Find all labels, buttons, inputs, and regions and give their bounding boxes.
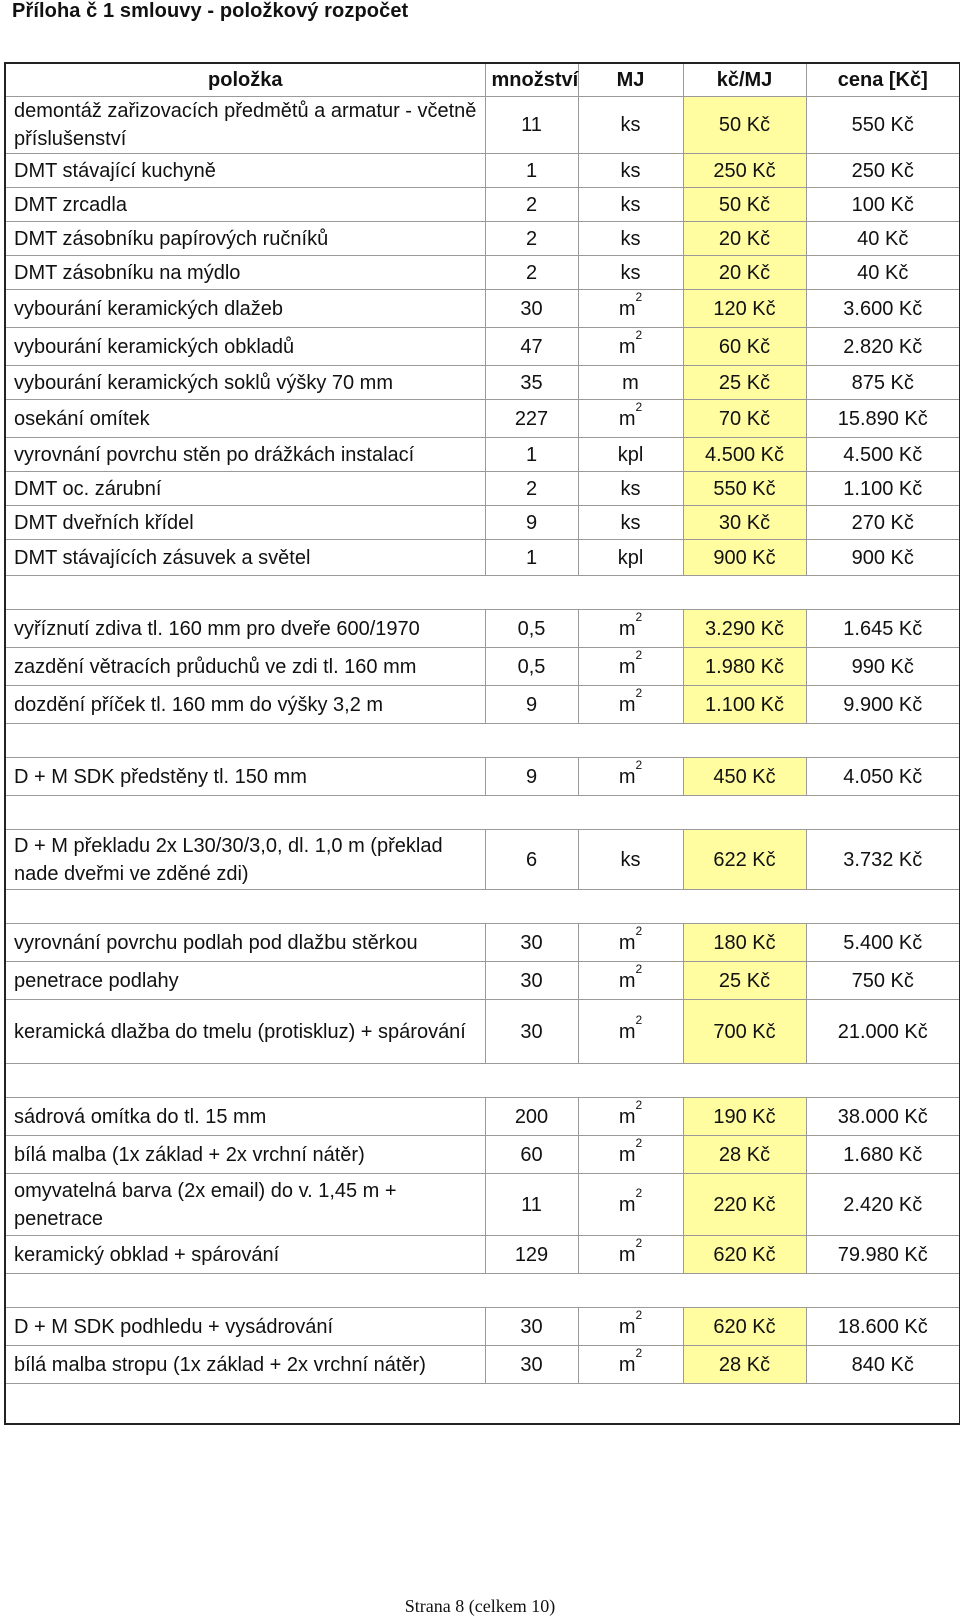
total-price-cell: 875 Kč xyxy=(806,366,960,400)
table-row xyxy=(5,924,960,962)
unit-text: ks xyxy=(620,848,641,871)
spacer-cell xyxy=(806,1274,960,1308)
quantity-cell: 1 xyxy=(485,540,578,576)
total-price-cell: 4.050 Kč xyxy=(806,758,960,796)
spacer-row xyxy=(5,1064,960,1098)
item-name-cell: keramická dlažba do tmelu (protiskluz) + spárování xyxy=(5,1000,485,1064)
item-name-cell: keramický obklad + spárování xyxy=(5,1236,485,1274)
item-name-cell: omyvatelná barva (2x email) do v. 1,45 m + penetrace xyxy=(5,1174,485,1236)
unit-text: m xyxy=(618,765,636,788)
total-price-cell: 9.900 Kč xyxy=(806,686,960,724)
unit-cell xyxy=(578,290,683,328)
unit-cell xyxy=(578,1136,683,1174)
spacer-cell xyxy=(806,1064,960,1098)
table-row xyxy=(5,540,960,576)
item-name-cell: DMT stávajících zásuvek a světel xyxy=(5,540,485,576)
unit-text: m xyxy=(618,1193,636,1216)
item-name-cell: vyříznutí zdiva tl. 160 mm pro dveře 600/1970 xyxy=(5,610,485,648)
spacer-cell xyxy=(578,796,683,830)
table-row xyxy=(5,188,960,222)
unit-cell xyxy=(578,758,683,796)
item-name-cell: DMT zrcadla xyxy=(5,188,485,222)
table-row xyxy=(5,222,960,256)
table-row xyxy=(5,686,960,724)
table-row xyxy=(5,290,960,328)
unit-cell xyxy=(578,154,683,188)
item-name-cell: osekání omítek xyxy=(5,400,485,438)
quantity-cell: 30 xyxy=(485,962,578,1000)
unit-text: m xyxy=(618,1315,636,1338)
unit-text: m xyxy=(618,1353,636,1376)
item-name-cell: sádrová omítka do tl. 15 mm xyxy=(5,1098,485,1136)
item-name-cell: vybourání keramických soklů výšky 70 mm xyxy=(5,366,485,400)
table-row xyxy=(5,1098,960,1136)
unit-cell xyxy=(578,1308,683,1346)
unit-text: m xyxy=(618,969,636,992)
unit-price-cell: 25 Kč xyxy=(683,962,806,1000)
item-name-cell: vybourání keramických dlažeb xyxy=(5,290,485,328)
unit-cell xyxy=(578,1236,683,1274)
budget-table xyxy=(4,62,960,1425)
unit-cell xyxy=(578,328,683,366)
table-header-row xyxy=(5,63,960,97)
total-price-cell: 40 Kč xyxy=(806,222,960,256)
quantity-cell: 11 xyxy=(485,97,578,154)
unit-cell xyxy=(578,610,683,648)
unit-cell xyxy=(578,830,683,890)
unit-text: ks xyxy=(620,159,641,182)
unit-price-cell: 550 Kč xyxy=(683,472,806,506)
spacer-cell xyxy=(683,576,806,610)
total-price-cell: 2.820 Kč xyxy=(806,328,960,366)
unit-price-cell: 25 Kč xyxy=(683,366,806,400)
spacer-cell xyxy=(5,576,485,610)
unit-text: m xyxy=(618,1243,636,1266)
quantity-cell: 35 xyxy=(485,366,578,400)
spacer-cell xyxy=(683,1064,806,1098)
unit-price-cell: 70 Kč xyxy=(683,400,806,438)
item-name-cell: demontáž zařizovacích předmětů a armatur - včetně příslušenství xyxy=(5,97,485,154)
unit-text: kpl xyxy=(617,546,644,569)
total-price-cell: 2.420 Kč xyxy=(806,1174,960,1236)
unit-price-cell: 620 Kč xyxy=(683,1308,806,1346)
item-name-cell: D + M SDK předstěny tl. 150 mm xyxy=(5,758,485,796)
unit-cell xyxy=(578,256,683,290)
total-price-cell: 100 Kč xyxy=(806,188,960,222)
spacer-cell xyxy=(485,576,578,610)
spacer-row xyxy=(5,1274,960,1308)
quantity-cell: 200 xyxy=(485,1098,578,1136)
unit-exponent: 2 xyxy=(635,757,643,772)
spacer-cell xyxy=(683,1384,806,1424)
total-price-cell: 5.400 Kč xyxy=(806,924,960,962)
table-row xyxy=(5,1136,960,1174)
total-price-cell: 3.600 Kč xyxy=(806,290,960,328)
unit-cell xyxy=(578,506,683,540)
unit-exponent: 2 xyxy=(635,923,643,938)
spacer-cell xyxy=(806,890,960,924)
unit-text: m xyxy=(618,1105,636,1128)
spacer-cell xyxy=(485,1064,578,1098)
header-unit-price: kč/MJ xyxy=(683,63,806,97)
unit-text: m xyxy=(618,617,636,640)
table-row xyxy=(5,1308,960,1346)
spacer-row xyxy=(5,1384,960,1424)
unit-exponent: 2 xyxy=(635,1235,643,1250)
quantity-cell: 0,5 xyxy=(485,610,578,648)
total-price-cell: 900 Kč xyxy=(806,540,960,576)
unit-exponent: 2 xyxy=(635,1345,643,1360)
spacer-cell xyxy=(485,796,578,830)
unit-price-cell: 1.100 Kč xyxy=(683,686,806,724)
unit-exponent: 2 xyxy=(635,609,643,624)
unit-price-cell: 620 Kč xyxy=(683,1236,806,1274)
table-row xyxy=(5,506,960,540)
unit-exponent: 2 xyxy=(635,1097,643,1112)
table-row xyxy=(5,256,960,290)
item-name-cell: DMT dveřních křídel xyxy=(5,506,485,540)
quantity-cell: 30 xyxy=(485,1346,578,1384)
unit-text: m xyxy=(618,931,636,954)
quantity-cell: 11 xyxy=(485,1174,578,1236)
unit-price-cell: 50 Kč xyxy=(683,97,806,154)
table-row xyxy=(5,610,960,648)
item-name-cell: vyrovnání povrchu podlah pod dlažbu stěrkou xyxy=(5,924,485,962)
quantity-cell: 30 xyxy=(485,924,578,962)
unit-text: m xyxy=(618,655,636,678)
unit-text: m xyxy=(618,1143,636,1166)
table-row xyxy=(5,758,960,796)
unit-price-cell: 450 Kč xyxy=(683,758,806,796)
spacer-cell xyxy=(806,724,960,758)
unit-text: m xyxy=(618,1020,636,1043)
unit-price-cell: 190 Kč xyxy=(683,1098,806,1136)
table-row xyxy=(5,1346,960,1384)
spacer-row xyxy=(5,890,960,924)
quantity-cell: 9 xyxy=(485,506,578,540)
unit-text: ks xyxy=(620,193,641,216)
unit-exponent: 2 xyxy=(635,1185,643,1200)
unit-price-cell: 20 Kč xyxy=(683,256,806,290)
unit-price-cell: 1.980 Kč xyxy=(683,648,806,686)
unit-cell xyxy=(578,686,683,724)
table-row xyxy=(5,366,960,400)
quantity-cell: 6 xyxy=(485,830,578,890)
unit-exponent: 2 xyxy=(635,399,643,414)
total-price-cell: 18.600 Kč xyxy=(806,1308,960,1346)
quantity-cell: 129 xyxy=(485,1236,578,1274)
page-footer: Strana 8 (celkem 10) xyxy=(404,1596,556,1616)
unit-price-cell: 4.500 Kč xyxy=(683,438,806,472)
total-price-cell: 270 Kč xyxy=(806,506,960,540)
total-price-cell: 1.680 Kč xyxy=(806,1136,960,1174)
unit-cell xyxy=(578,400,683,438)
unit-text: ks xyxy=(620,227,641,250)
table-row xyxy=(5,472,960,506)
total-price-cell: 550 Kč xyxy=(806,97,960,154)
unit-cell xyxy=(578,438,683,472)
unit-price-cell: 900 Kč xyxy=(683,540,806,576)
unit-price-cell: 120 Kč xyxy=(683,290,806,328)
total-price-cell: 79.980 Kč xyxy=(806,1236,960,1274)
unit-cell xyxy=(578,540,683,576)
unit-price-cell: 50 Kč xyxy=(683,188,806,222)
unit-exponent: 2 xyxy=(635,647,643,662)
page-title: Příloha č 1 smlouvy - položkový rozpočet xyxy=(12,0,409,22)
unit-price-cell: 28 Kč xyxy=(683,1136,806,1174)
unit-cell xyxy=(578,222,683,256)
unit-price-cell: 20 Kč xyxy=(683,222,806,256)
item-name-cell: bílá malba (1x základ + 2x vrchní nátěr) xyxy=(5,1136,485,1174)
unit-exponent: 2 xyxy=(635,327,643,342)
total-price-cell: 38.000 Kč xyxy=(806,1098,960,1136)
quantity-cell: 30 xyxy=(485,1308,578,1346)
header-total: cena [Kč] xyxy=(806,63,960,97)
unit-cell xyxy=(578,1098,683,1136)
quantity-cell: 30 xyxy=(485,1000,578,1064)
spacer-cell xyxy=(485,1384,578,1424)
unit-price-cell: 700 Kč xyxy=(683,1000,806,1064)
item-name-cell: zazdění větracích průduchů ve zdi tl. 160 mm xyxy=(5,648,485,686)
quantity-cell: 0,5 xyxy=(485,648,578,686)
unit-text: m xyxy=(622,371,639,394)
table-row xyxy=(5,438,960,472)
item-name-cell: vybourání keramických obkladů xyxy=(5,328,485,366)
total-price-cell: 750 Kč xyxy=(806,962,960,1000)
spacer-cell xyxy=(806,796,960,830)
item-name-cell: vyrovnání povrchu stěn po drážkách instalací xyxy=(5,438,485,472)
spacer-cell xyxy=(485,1274,578,1308)
unit-exponent: 2 xyxy=(635,961,643,976)
table-row xyxy=(5,400,960,438)
spacer-cell xyxy=(578,724,683,758)
table-row xyxy=(5,962,960,1000)
unit-cell xyxy=(578,648,683,686)
table-row xyxy=(5,1000,960,1064)
total-price-cell: 990 Kč xyxy=(806,648,960,686)
total-price-cell: 40 Kč xyxy=(806,256,960,290)
unit-text: m xyxy=(618,335,636,358)
total-price-cell: 4.500 Kč xyxy=(806,438,960,472)
quantity-cell: 2 xyxy=(485,472,578,506)
table-row xyxy=(5,830,960,890)
header-quantity: množství xyxy=(485,63,578,97)
unit-cell xyxy=(578,1000,683,1064)
table-row xyxy=(5,328,960,366)
unit-cell xyxy=(578,366,683,400)
spacer-cell xyxy=(683,890,806,924)
unit-price-cell: 3.290 Kč xyxy=(683,610,806,648)
total-price-cell: 15.890 Kč xyxy=(806,400,960,438)
spacer-cell xyxy=(578,1064,683,1098)
unit-price-cell: 180 Kč xyxy=(683,924,806,962)
quantity-cell: 9 xyxy=(485,758,578,796)
unit-cell xyxy=(578,962,683,1000)
total-price-cell: 21.000 Kč xyxy=(806,1000,960,1064)
table-row xyxy=(5,1174,960,1236)
item-name-cell: DMT oc. zárubní xyxy=(5,472,485,506)
spacer-cell xyxy=(5,796,485,830)
unit-cell xyxy=(578,97,683,154)
unit-text: kpl xyxy=(617,443,644,466)
unit-cell xyxy=(578,1346,683,1384)
table-row xyxy=(5,1236,960,1274)
item-name-cell: dozdění příček tl. 160 mm do výšky 3,2 m xyxy=(5,686,485,724)
unit-exponent: 2 xyxy=(635,289,643,304)
item-name-cell: DMT zásobníku na mýdlo xyxy=(5,256,485,290)
spacer-cell xyxy=(5,1384,485,1424)
quantity-cell: 1 xyxy=(485,438,578,472)
quantity-cell: 1 xyxy=(485,154,578,188)
item-name-cell: DMT zásobníku papírových ručníků xyxy=(5,222,485,256)
unit-price-cell: 220 Kč xyxy=(683,1174,806,1236)
unit-text: ks xyxy=(620,477,641,500)
spacer-cell xyxy=(683,724,806,758)
unit-exponent: 2 xyxy=(635,1307,643,1322)
unit-exponent: 2 xyxy=(635,685,643,700)
spacer-cell xyxy=(683,796,806,830)
unit-text: m xyxy=(618,407,636,430)
item-name-cell: DMT stávající kuchyně xyxy=(5,154,485,188)
unit-text: m xyxy=(618,297,636,320)
unit-text: ks xyxy=(620,114,641,136)
total-price-cell: 1.100 Kč xyxy=(806,472,960,506)
unit-cell xyxy=(578,188,683,222)
quantity-cell: 2 xyxy=(485,188,578,222)
quantity-cell: 2 xyxy=(485,256,578,290)
unit-price-cell: 622 Kč xyxy=(683,830,806,890)
spacer-cell xyxy=(5,1064,485,1098)
quantity-cell: 9 xyxy=(485,686,578,724)
quantity-cell: 47 xyxy=(485,328,578,366)
table-row xyxy=(5,154,960,188)
unit-cell xyxy=(578,472,683,506)
unit-cell xyxy=(578,924,683,962)
header-unit: MJ xyxy=(578,63,683,97)
spacer-cell xyxy=(578,890,683,924)
spacer-cell xyxy=(485,724,578,758)
unit-text: ks xyxy=(620,261,641,284)
total-price-cell: 3.732 Kč xyxy=(806,830,960,890)
quantity-cell: 2 xyxy=(485,222,578,256)
spacer-cell xyxy=(806,576,960,610)
spacer-cell xyxy=(683,1274,806,1308)
unit-price-cell: 250 Kč xyxy=(683,154,806,188)
quantity-cell: 227 xyxy=(485,400,578,438)
item-name-cell: D + M překladu 2x L30/30/3,0, dl. 1,0 m (překlad nade dveřmi ve zděné zdi) xyxy=(5,830,485,890)
table-row xyxy=(5,97,960,154)
quantity-cell: 30 xyxy=(485,290,578,328)
total-price-cell: 250 Kč xyxy=(806,154,960,188)
table-body xyxy=(5,97,960,1424)
spacer-row xyxy=(5,796,960,830)
spacer-cell xyxy=(5,724,485,758)
spacer-cell xyxy=(5,1274,485,1308)
item-name-cell: bílá malba stropu (1x základ + 2x vrchní nátěr) xyxy=(5,1346,485,1384)
total-price-cell: 840 Kč xyxy=(806,1346,960,1384)
spacer-cell xyxy=(806,1384,960,1424)
unit-price-cell: 60 Kč xyxy=(683,328,806,366)
unit-text: ks xyxy=(620,511,641,534)
unit-exponent: 2 xyxy=(635,1012,643,1027)
spacer-cell xyxy=(578,1274,683,1308)
unit-price-cell: 30 Kč xyxy=(683,506,806,540)
unit-cell xyxy=(578,1174,683,1236)
item-name-cell: penetrace podlahy xyxy=(5,962,485,1000)
total-price-cell: 1.645 Kč xyxy=(806,610,960,648)
spacer-cell xyxy=(5,890,485,924)
spacer-row xyxy=(5,724,960,758)
spacer-row xyxy=(5,576,960,610)
item-name-cell: D + M SDK podhledu + vysádrování xyxy=(5,1308,485,1346)
table-row xyxy=(5,648,960,686)
spacer-cell xyxy=(578,1384,683,1424)
unit-exponent: 2 xyxy=(635,1135,643,1150)
spacer-cell xyxy=(485,890,578,924)
spacer-cell xyxy=(578,576,683,610)
unit-text: m xyxy=(618,693,636,716)
quantity-cell: 60 xyxy=(485,1136,578,1174)
header-item: položka xyxy=(5,63,485,97)
unit-price-cell: 28 Kč xyxy=(683,1346,806,1384)
